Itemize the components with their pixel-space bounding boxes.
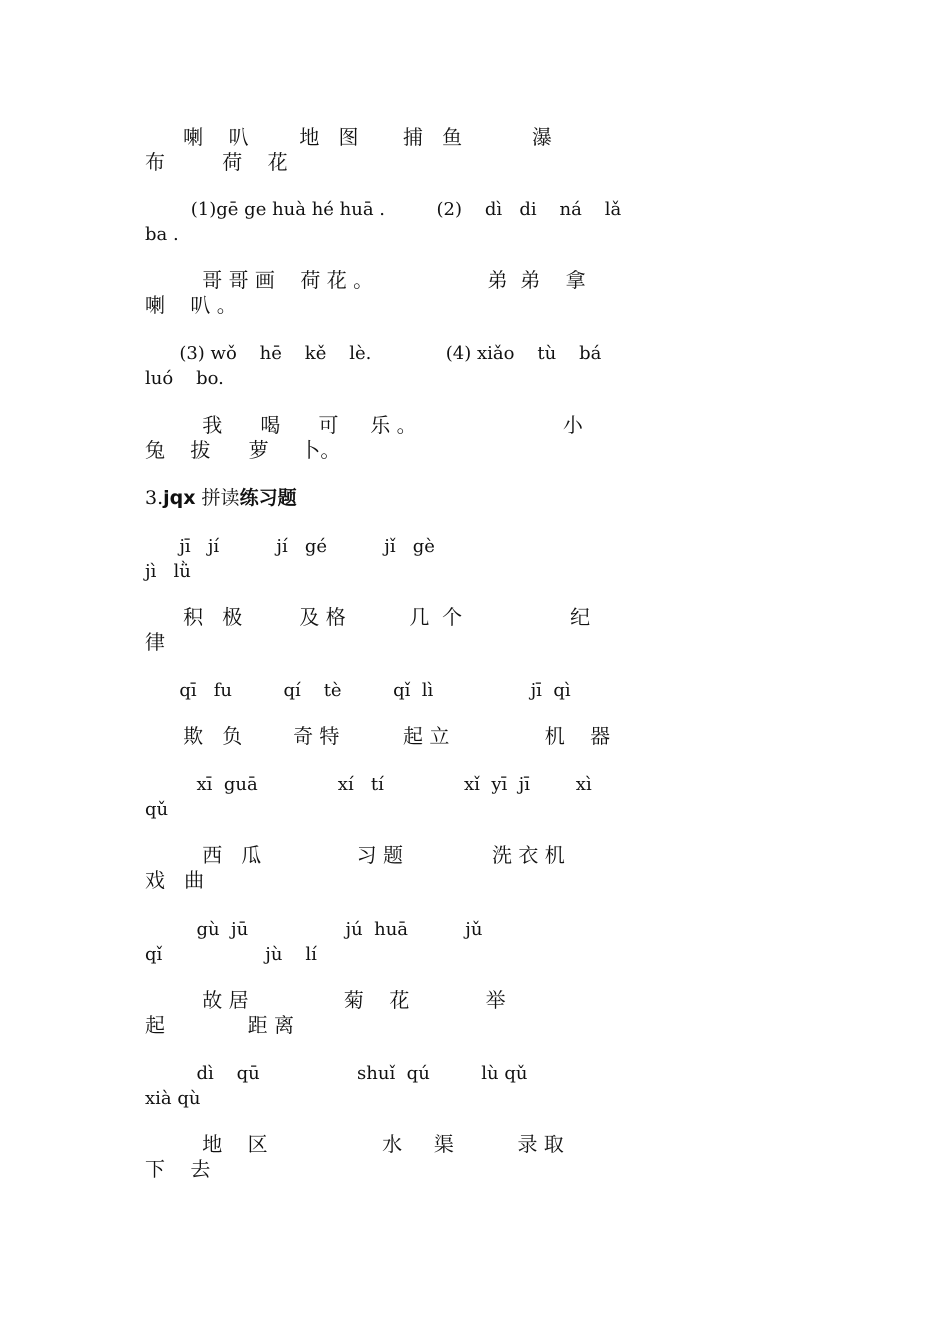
hanzi-line: 我 喝 可 乐 。 小 — [145, 413, 583, 437]
hanzi-line: 喇 叭 。 — [145, 293, 237, 317]
heading-number: 3. — [145, 487, 164, 509]
pinyin-line: (1)gē ge huà hé huā . (2) dì di ná lǎ — [145, 199, 622, 220]
heading-text: 拼读 — [195, 487, 240, 509]
pinyin-line: luó bo. — [145, 368, 224, 389]
hanzi-line: 戏 曲 — [145, 868, 205, 892]
pinyin-line: qǔ — [145, 799, 169, 820]
pinyin-line: qī fu qí tè qǐ lì jī qì — [145, 680, 571, 701]
heading-bold-letters: jqx — [163, 487, 196, 509]
section-heading — [145, 486, 805, 510]
pinyin-line: xià qù — [145, 1088, 201, 1109]
pinyin-line: jī jí jí gé jǐ gè — [145, 536, 435, 557]
hanzi-line: 哥 哥 画 荷 花 。 弟 弟 拿 — [145, 268, 586, 292]
hanzi-line: 地 区 水 渠 录 取 — [145, 1132, 564, 1156]
hanzi-line: 欺 负 奇 特 起 立 机 器 — [145, 724, 611, 748]
pinyin-line: ba . — [145, 224, 179, 245]
pinyin-line: dì qū shuǐ qú lù qǔ — [145, 1063, 528, 1084]
pinyin-line: qǐ jù lí — [145, 944, 317, 965]
hanzi-line: 下 去 — [145, 1157, 211, 1181]
pinyin-line: gù jū jú huā jǔ — [145, 919, 483, 940]
hanzi-line: 故 居 菊 花 举 — [145, 988, 506, 1012]
hanzi-line: 西 瓜 习 题 洗 衣 机 — [145, 843, 565, 867]
hanzi-line: 布 荷 花 — [145, 150, 288, 174]
hanzi-line: 兔 拔 萝 卜。 — [145, 438, 341, 462]
hanzi-line: 起 距 离 — [145, 1013, 295, 1037]
pinyin-line: (3) wǒ hē kě lè. (4) xiǎo tù bá — [145, 343, 602, 364]
hanzi-line: 律 — [145, 630, 165, 654]
heading-bold-title: 练习题 — [239, 487, 297, 509]
pinyin-line: xī guā xí tí xǐ yī jī xì — [145, 774, 592, 795]
hanzi-line: 喇 叭 地 图 捕 鱼 瀑 — [145, 125, 553, 149]
pinyin-line: jì lǜ — [145, 561, 191, 582]
hanzi-line: 积 极 及 格 几 个 纪 — [145, 605, 591, 629]
